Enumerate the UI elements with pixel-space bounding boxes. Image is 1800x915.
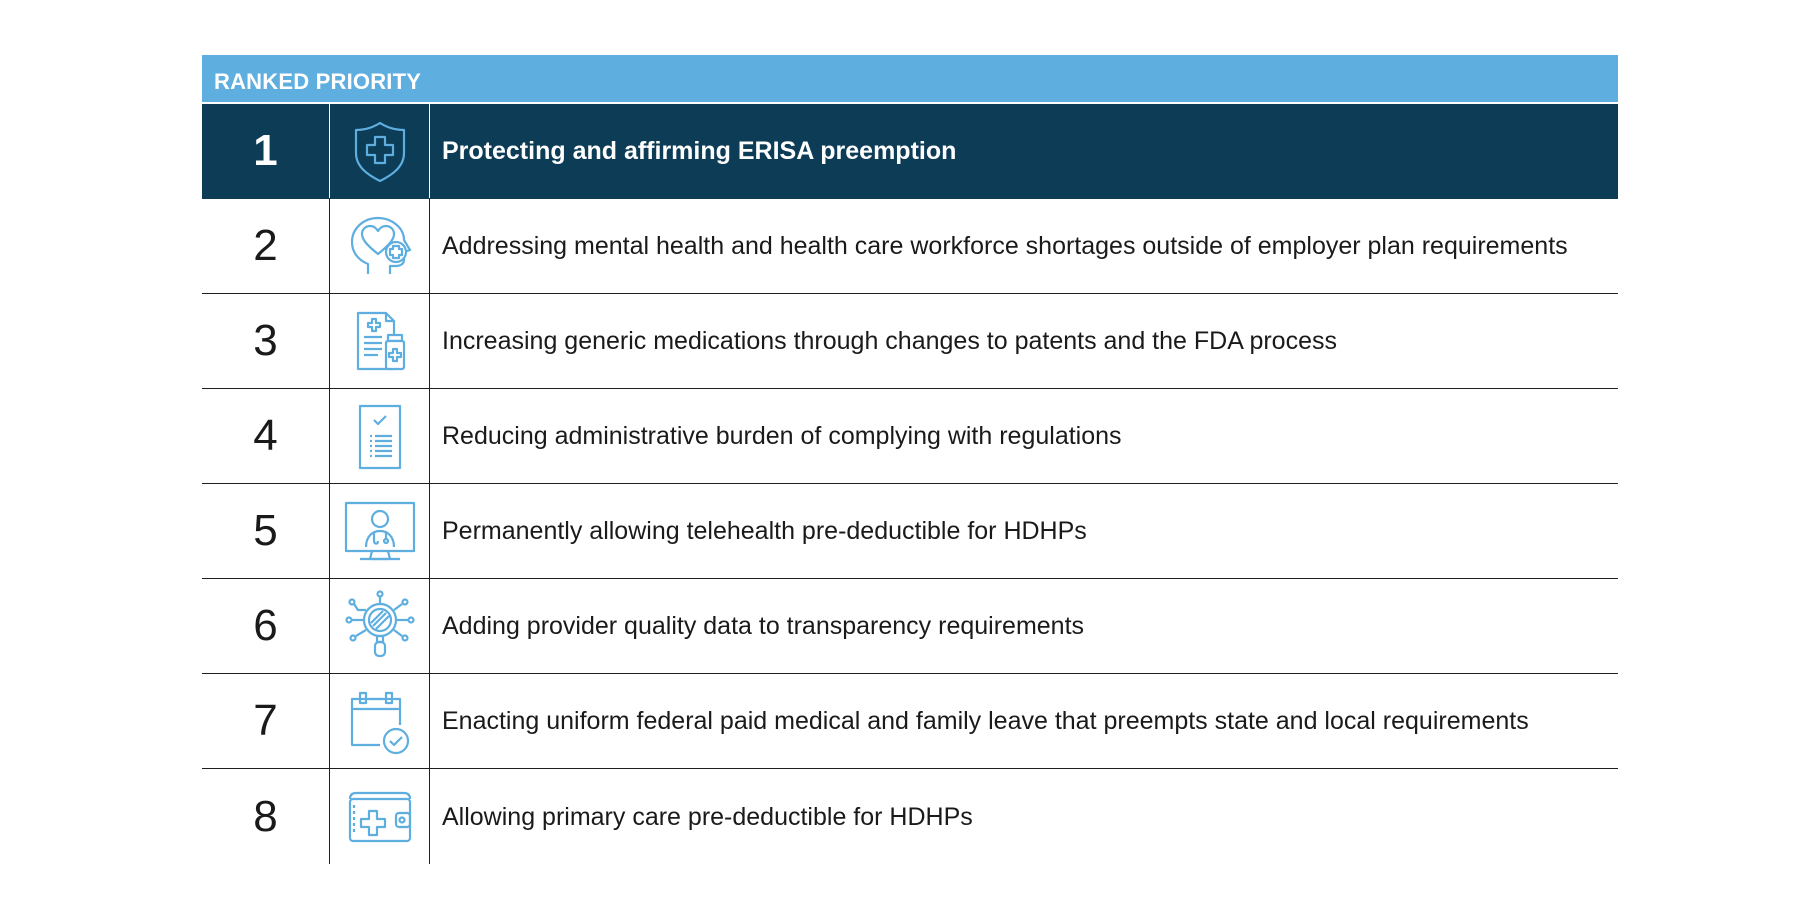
rank-number: 8 bbox=[202, 769, 330, 864]
rank-number: 4 bbox=[202, 389, 330, 483]
table-row bbox=[202, 104, 1618, 199]
wallet-plus-icon bbox=[344, 781, 416, 853]
priority-text: Increasing generic medications through changes to patents and the FDA process bbox=[442, 327, 1337, 355]
head-heart-plus-icon bbox=[344, 210, 416, 282]
rank-number: 3 bbox=[202, 294, 330, 388]
table-row bbox=[202, 389, 1618, 484]
priority-text: Addressing mental health and health care workforce shortages outside of employer plan requirements bbox=[442, 232, 1568, 260]
shield-plus-icon bbox=[344, 115, 416, 187]
prescription-bottle-icon bbox=[344, 305, 416, 377]
table-row bbox=[202, 484, 1618, 579]
telehealth-monitor-icon bbox=[344, 495, 416, 567]
priority-text: Enacting uniform federal paid medical and family leave that preempts state and local requirements bbox=[442, 707, 1529, 735]
rank-number: 2 bbox=[202, 199, 330, 293]
priority-text: Allowing primary care pre-deductible for HDHPs bbox=[442, 802, 973, 831]
ranked-priority-table bbox=[202, 55, 1618, 864]
priority-text: Reducing administrative burden of complying with regulations bbox=[442, 422, 1122, 450]
rank-number: 5 bbox=[202, 484, 330, 578]
priority-text: Adding provider quality data to transparency requirements bbox=[442, 612, 1085, 640]
table-header: RANKED PRIORITY bbox=[202, 55, 1618, 104]
calendar-check-icon bbox=[344, 685, 416, 757]
rank-number: 7 bbox=[202, 674, 330, 768]
table-row bbox=[202, 294, 1618, 389]
table-row bbox=[202, 769, 1618, 864]
table-row bbox=[202, 674, 1618, 769]
rank-number: 1 bbox=[202, 104, 330, 198]
priority-text: Permanently allowing telehealth pre-deductible for HDHPs bbox=[442, 517, 1087, 545]
priority-text: Protecting and affirming ERISA preemption bbox=[442, 137, 957, 165]
table-row bbox=[202, 199, 1618, 294]
checklist-document-icon bbox=[344, 400, 416, 472]
rank-number: 6 bbox=[202, 579, 330, 673]
table-row bbox=[202, 579, 1618, 674]
magnifier-network-icon bbox=[344, 590, 416, 662]
